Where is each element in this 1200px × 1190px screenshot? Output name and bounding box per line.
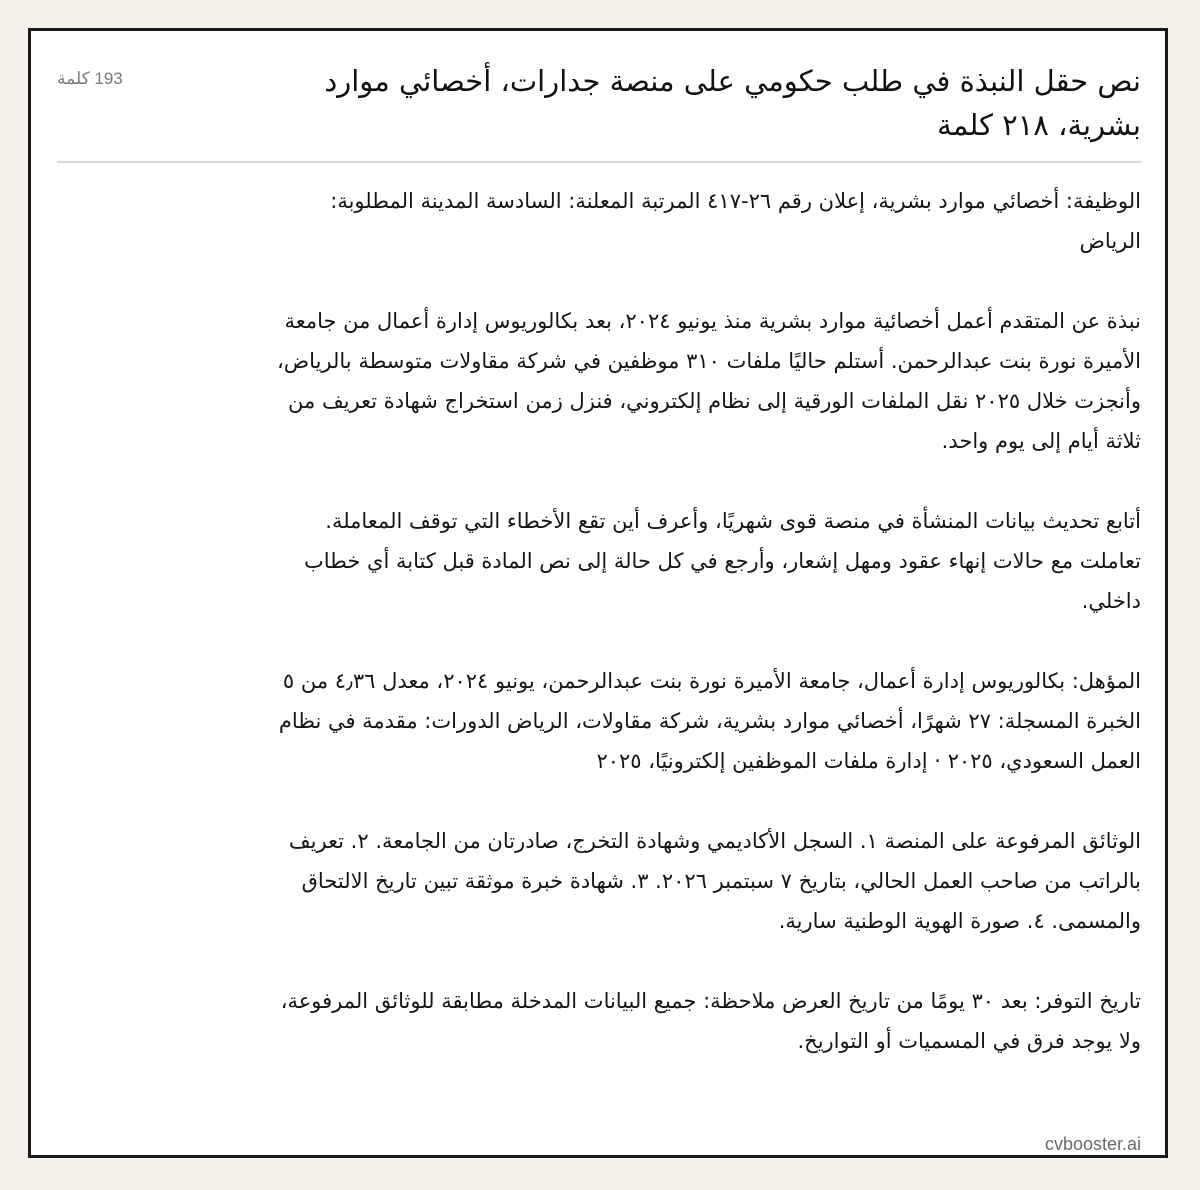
qualification-paragraph: المؤهل: بكالوريوس إدارة أعمال، جامعة الأميرة نورة بنت عبدالرحمن، يونيو ٢٠٢٤، معدل ٤٫٣٦ من ٥ الخبرة المسجلة: ٢٧ شهرًا، أخصائي موارد بشرية، شركة مقاولات، الرياض الدورات: مقدمة في نظام العمل السعودي، ٢٠٢٥ · إدارة ملفات الموظفين إلكترونيًا، ٢٠٢٥: [278, 669, 1141, 773]
documents-paragraph: الوثائق المرفوعة على المنصة ١. السجل الأكاديمي وشهادة التخرج، صادرتان من الجامعة. ٢. تعريف بالراتب من صاحب العمل الحالي، بتاريخ ٧ سبتمبر ٢٠٢٦. ٣. شهادة خبرة موثقة تبين تاريخ الالتحاق والمسمى. ٤. صورة الهوية الوطنية سارية.: [288, 829, 1141, 933]
summary-paragraph: نبذة عن المتقدم أعمل أخصائية موارد بشرية منذ يونيو ٢٠٢٤، بعد بكالوريوس إدارة أعمال من جامعة الأميرة نورة بنت عبدالرحمن. أستلم حاليًا ملفات ٣١٠ موظفين في شركة مقاولات متوسطة بالرياض، وأنجزت خلال ٢٠٢٥ نقل الملفات الورقية إلى نظام إلكتروني، فنزل زمن استخراج شهادة تعريف من ثلاثة أيام إلى يوم واحد.: [277, 309, 1141, 453]
brand-footer: cvbooster.ai: [1044, 1134, 1141, 1154]
experience-paragraph: أتابع تحديث بيانات المنشأة في منصة قوى شهريًا، وأعرف أين تقع الأخطاء التي توقف المعاملة. تعاملت مع حالات إنهاء عقود ومهل إشعار، وأرجع في كل حالة إلى نص المادة قبل كتابة أي خطاب داخلي.: [303, 509, 1141, 613]
availability-paragraph: تاريخ التوفر: بعد ٣٠ يومًا من تاريخ العرض ملاحظة: جميع البيانات المدخلة مطابقة للوثائق المرفوعة، ولا يوجد فرق في المسميات أو التواريخ.: [280, 989, 1141, 1053]
document-title: نص حقل النبذة في طلب حكومي على منصة جدارات، أخصائي موارد بشرية، ٢١٨ كلمة: [324, 64, 1141, 142]
document-header: [57, 55, 1141, 163]
document-body: [271, 181, 1141, 1061]
job-info-paragraph: الوظيفة: أخصائي موارد بشرية، إعلان رقم ٢٦-٤١٧ المرتبة المعلنة: السادسة المدينة المطلوبة: الرياض: [330, 189, 1141, 253]
word-count-label: 193 كلمة: [57, 69, 123, 88]
document-card: [28, 28, 1168, 1158]
